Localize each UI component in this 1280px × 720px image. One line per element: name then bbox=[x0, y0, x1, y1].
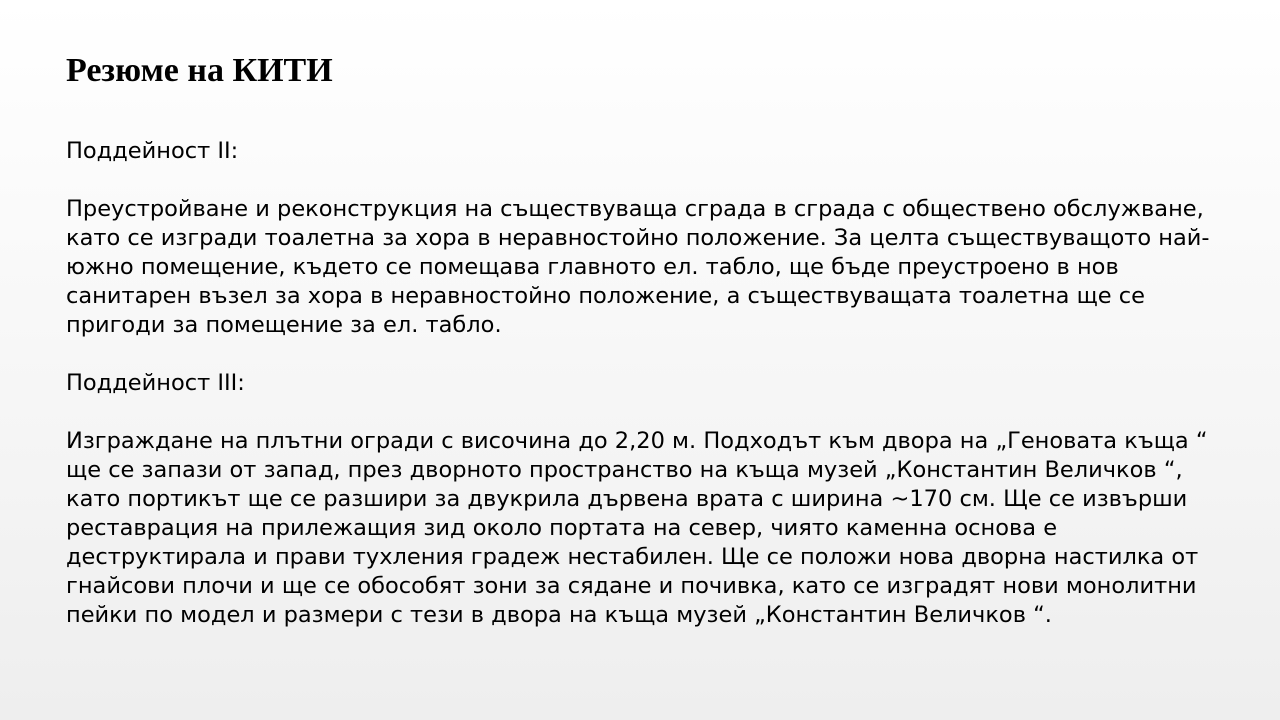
body-line: гнайсови плочи и ще се обособят зони за сядане и почивка, като се изградят нови монолитни bbox=[66, 573, 1197, 599]
body-line: санитарен възел за хора в неравностойно положение, а съществуващата тоалетна ще се bbox=[66, 283, 1145, 309]
body-line: като портикът ще се разшири за двукрила дървена врата с ширина ~170 см. Ще се извърши bbox=[66, 486, 1188, 512]
body-line: ще се запази от запад, през дворното пространство на къща музей „Константин Величков “, bbox=[66, 457, 1183, 483]
section-body-subactivity-2 bbox=[66, 195, 1238, 340]
spacer bbox=[66, 166, 1238, 195]
body-line: пейки по модел и размери с тези в двора на къща музей „Константин Величков “. bbox=[66, 602, 1052, 628]
section-heading-subactivity-2: Поддейност II: bbox=[66, 138, 239, 164]
body-line: Преустройване и реконструкция на съществуваща сграда в сграда с обществено обслужване, bbox=[66, 196, 1204, 222]
body-line: реставрация на прилежащия зид около портата на север, чиято каменна основа е bbox=[66, 515, 1058, 541]
spacer bbox=[66, 340, 1238, 369]
slide-content bbox=[66, 137, 1238, 630]
body-line: южно помещение, където се помещава главното ел. табло, ще бъде преустроено в нов bbox=[66, 254, 1119, 280]
body-line: деструктирала и прави тухления градеж нестабилен. Ще се положи нова дворна настилка от bbox=[66, 544, 1199, 570]
section-body-subactivity-3 bbox=[66, 427, 1238, 630]
section-heading-subactivity-3: Поддейност III: bbox=[66, 370, 245, 396]
body-line: пригоди за помещение за ел. табло. bbox=[66, 312, 502, 338]
body-line: Изграждане на плътни огради с височина до 2,20 м. Подходът към двора на „Геновата къща “ bbox=[66, 428, 1208, 454]
slide-title: Резюме на КИТИ bbox=[66, 52, 333, 89]
body-line: като се изгради тоалетна за хора в неравностойно положение. За целта съществуващото най- bbox=[66, 225, 1210, 251]
spacer bbox=[66, 398, 1238, 427]
